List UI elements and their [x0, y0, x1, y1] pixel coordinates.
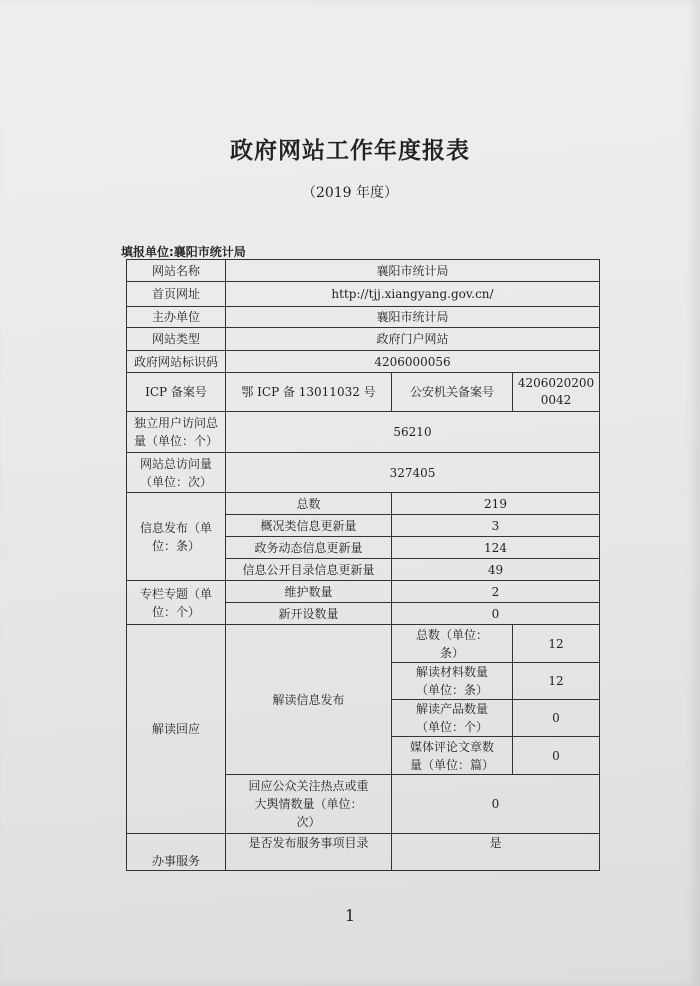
info-news-value: 124 [392, 537, 600, 559]
unique-visitors-label: 独立用户访问总量（单位：个） [127, 412, 226, 453]
info-overview-value: 3 [392, 515, 600, 537]
interp-total-value: 12 [513, 625, 600, 663]
table-row [127, 412, 600, 453]
services-catalog-label: 是否发布服务事项目录 [226, 834, 392, 871]
interp-products-label: 解读产品数量（单位：个） [392, 700, 513, 737]
table-row [127, 834, 600, 871]
table-row [127, 260, 600, 282]
columns-label: 专栏专题（单位：个） [127, 581, 226, 625]
services-label: 办事服务 [127, 834, 226, 871]
home-url-value: http://tjj.xiangyang.gov.cn/ [226, 282, 600, 307]
interp-media-label: 媒体评论文章数量（单位：篇） [392, 737, 513, 775]
services-catalog-value: 是 [392, 834, 600, 871]
interp-media-value: 0 [513, 737, 600, 775]
site-name-label: 网站名称 [127, 260, 226, 282]
gov-id-value: 4206000056 [226, 351, 600, 373]
table-row [127, 282, 600, 307]
site-type-value: 政府门户网站 [226, 328, 600, 351]
info-catalog-label: 信息公开目录信息更新量 [226, 559, 392, 581]
report-table [126, 259, 600, 871]
table-row [127, 351, 600, 373]
info-release-label: 信息发布（单位：条） [127, 493, 226, 581]
interpretation-release-label: 解读信息发布 [226, 625, 392, 775]
columns-new-label: 新开设数量 [226, 603, 392, 625]
sponsor-value: 襄阳市统计局 [226, 307, 600, 328]
info-overview-label: 概况类信息更新量 [226, 515, 392, 537]
interp-products-value: 0 [513, 700, 600, 737]
columns-new-value: 0 [392, 603, 600, 625]
table-row [127, 373, 600, 412]
police-value: 42060202000042 [513, 373, 600, 412]
info-total-label: 总数 [226, 493, 392, 515]
info-catalog-value: 49 [392, 559, 600, 581]
site-name-value: 襄阳市统计局 [226, 260, 600, 282]
columns-maintain-value: 2 [392, 581, 600, 603]
interpretation-label: 解读回应 [127, 625, 226, 834]
total-visits-label: 网站总访问量（单位：次） [127, 453, 226, 493]
table-row [127, 581, 600, 603]
reporting-unit: 填报单位:襄阳市统计局 [121, 245, 246, 259]
table-row [127, 493, 600, 515]
page-title: 政府网站工作年度报表 [230, 138, 470, 164]
total-visits-value: 327405 [226, 453, 600, 493]
icp-label: ICP 备案号 [127, 373, 226, 412]
interp-response-label: 回应公众关注热点或重大舆情数量（单位：次） [226, 775, 392, 834]
info-total-value: 219 [392, 493, 600, 515]
interp-materials-label: 解读材料数量（单位：条） [392, 663, 513, 700]
page-number: 1 [344, 906, 356, 925]
table-row [127, 307, 600, 328]
table-row [127, 625, 600, 663]
info-news-label: 政务动态信息更新量 [226, 537, 392, 559]
site-type-label: 网站类型 [127, 328, 226, 351]
report-year: （2019 年度） [301, 185, 399, 201]
gov-id-label: 政府网站标识码 [127, 351, 226, 373]
interp-total-label: 总数（单位：条） [392, 625, 513, 663]
home-url-label: 首页网址 [127, 282, 226, 307]
table-row [127, 328, 600, 351]
sponsor-label: 主办单位 [127, 307, 226, 328]
interp-response-value: 0 [392, 775, 600, 834]
columns-maintain-label: 维护数量 [226, 581, 392, 603]
icp-value: 鄂 ICP 备 13011032 号 [226, 373, 392, 412]
police-label: 公安机关备案号 [392, 373, 513, 412]
interp-materials-value: 12 [513, 663, 600, 700]
table-row [127, 453, 600, 493]
unique-visitors-value: 56210 [226, 412, 600, 453]
